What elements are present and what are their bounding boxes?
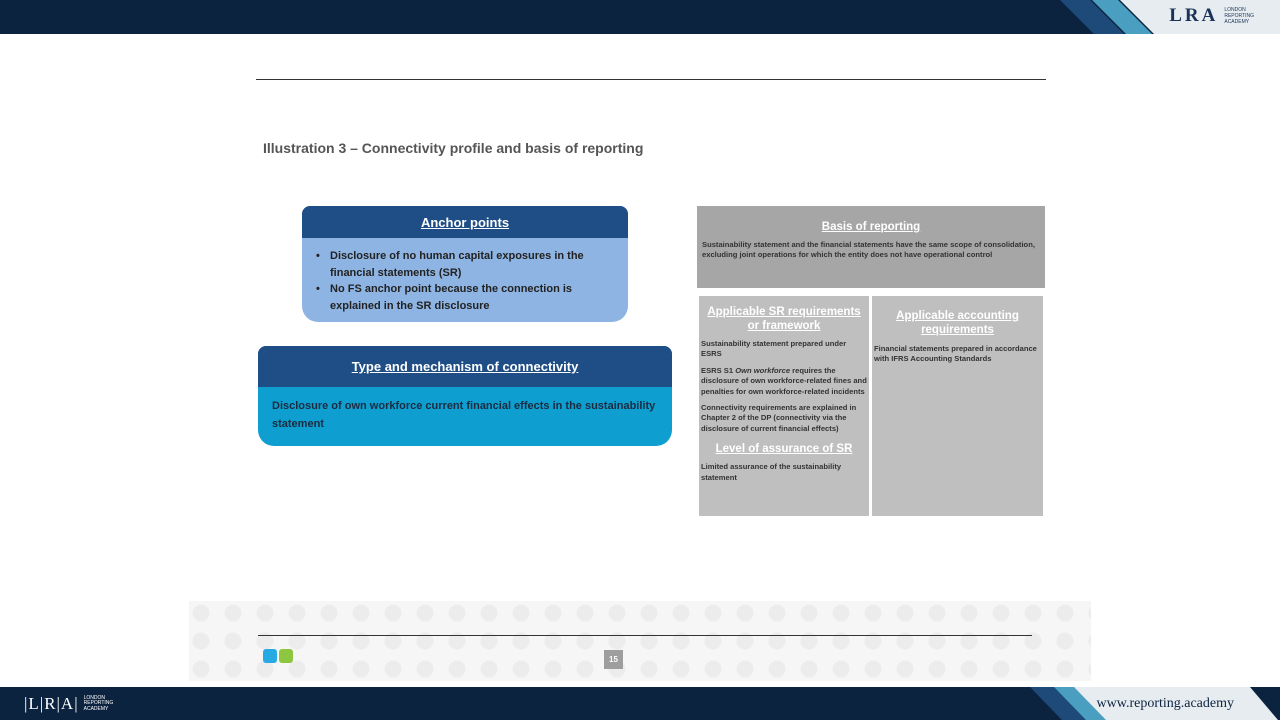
accounting-requirements-box (872, 296, 1043, 516)
lra-logo-bottom (24, 694, 113, 714)
bottom-banner (0, 687, 1280, 720)
connectivity-type-box (258, 346, 672, 446)
connectivity-type-header (258, 346, 672, 387)
page-number: 15 (604, 650, 623, 669)
sr-requirements-heading: Applicable SR requirements or framework (707, 306, 861, 332)
lra-logo-top (1169, 5, 1254, 27)
basis-heading: Basis of reporting (821, 221, 921, 233)
logo-subtitle: LONDON REPORTING ACADEMY (1224, 7, 1254, 25)
connectivity-type-body: Disclosure of own workforce current financial effects in the sustainability statement (272, 400, 656, 430)
accounting-heading: Applicable accounting requirements (896, 310, 1019, 336)
assurance-heading: Level of assurance of SR (715, 443, 853, 456)
list-item: • No FS anchor point because the connection is explained in the SR disclosure (316, 281, 614, 314)
anchor-points-box (302, 206, 628, 322)
logo-mark: |L|R|A| (24, 694, 79, 713)
sr-requirements-p2: ESRS S1 Own workforce requires the disclosure of own workforce-related fines and penalties for own workforce-related incidents (701, 365, 867, 396)
logo-subtitle: LONDON REPORTING ACADEMY (83, 694, 114, 712)
anchor-points-list (302, 238, 628, 314)
assurance-body: Limited assurance of the sustainability statement (701, 462, 842, 482)
website-link[interactable]: www.reporting.academy (1096, 696, 1234, 711)
footer-rule (258, 635, 1032, 636)
sr-requirements-p3: Connectivity requirements are explained in Chapter 2 of the DP (connectivity via the disclosure of current financial effects) (701, 403, 857, 433)
anchor-points-header (302, 206, 628, 238)
top-banner (0, 0, 1280, 34)
connectivity-type-heading: Type and mechanism of connectivity (351, 359, 579, 374)
accounting-body: Financial statements prepared in accordance with IFRS Accounting Standards (874, 344, 1037, 364)
list-item: • Disclosure of no human capital exposures in the financial statements (SR) (316, 248, 614, 281)
anchor-points-heading: Anchor points (420, 214, 510, 230)
basis-body: Sustainability statement and the financial statements have the same scope of consolidation, excluding joint operations for which the entity does not have operational control (702, 240, 1035, 260)
basis-of-reporting-box (697, 206, 1045, 288)
sr-requirements-box (699, 296, 869, 516)
footer-pattern (189, 601, 1091, 681)
publisher-logo-icon (263, 649, 293, 663)
sr-requirements-p1: Sustainability statement prepared under ESRS (701, 339, 847, 359)
logo-mark: LRA (1169, 5, 1219, 26)
header-rule (256, 79, 1046, 80)
illustration-title: Illustration 3 – Connectivity profile and basis of reporting (263, 140, 644, 156)
